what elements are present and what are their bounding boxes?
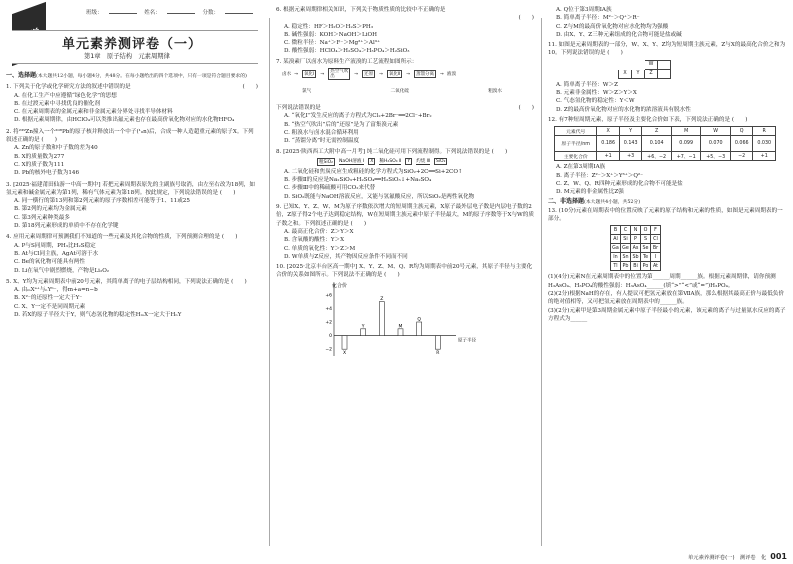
table-cell: +6、−2 (642, 152, 672, 161)
y-tick-label: 0 (329, 333, 332, 339)
option[interactable]: D. Li在氧气中剧烈燃烧，产物是Li₂O₂ (14, 267, 110, 274)
column-middle (276, 0, 538, 564)
student-info (86, 8, 259, 16)
question-9: 9. 已知X、Y、Z、W、M为原子序数依次增大的短周期主族元素，X原子最外层电子数是内层电子数的2倍，Z原子得2个电子达到稳定结构，W在短周期主族元素中原子半径最大，M的原子序数等于X与W的质子数之和。下列叙述正确的是 ( ) (276, 204, 534, 227)
option[interactable]: C. Z、W、Q、R四种元素形成的化合物不可能是盐 (556, 180, 683, 187)
question-13: 13. (10分)元素在周期表中的位置反映了元素的原子结构和元素的性质，如图是元素周期表的一部分。 (548, 207, 783, 223)
y-tick-label: −2 (325, 347, 332, 353)
bar (417, 322, 422, 336)
table-cell: 0.030 (753, 136, 776, 152)
table-header: M (671, 127, 701, 136)
page-footer (688, 552, 787, 561)
option[interactable]: C. X的质子数为111 (14, 161, 65, 168)
cell: W (645, 60, 658, 69)
option[interactable]: A. Q位于第3周期ⅠA族 (556, 7, 612, 13)
element-cell: At (651, 262, 661, 271)
table-cell: 主要化合价 (555, 152, 597, 161)
element-cell: Te (641, 253, 651, 262)
flow-arrow-label: NaOH溶液 Ⅰ (338, 159, 365, 165)
element-cell: Br (651, 244, 661, 253)
flow-step: 粗SiO₂ (319, 159, 333, 165)
cell: Z (645, 69, 658, 78)
question-7: 7. 某溴素厂以卤水为原料生产液溴的工艺流程如图所示： (276, 58, 418, 65)
table-cell: 0.066 (730, 136, 753, 152)
column-divider (269, 18, 270, 546)
column-left (0, 0, 262, 564)
flow-step: 液溴 (446, 72, 457, 78)
page-number: 001 (770, 552, 787, 561)
question-8: 8. [2025·陕西西工大附中高一月考] 纯二氧化硅可用下列流程制得。下列说法错误的是 ( ) (276, 148, 508, 155)
element-cell: Sn (622, 254, 629, 260)
option[interactable]: D. “蒸馏分离”时无需控制温度 (284, 138, 360, 145)
option[interactable]: B. 第2列的元素均为金属元素 (14, 206, 87, 213)
section-heading: 一、选择题 (6, 72, 37, 79)
option[interactable]: A. 在化工生产中应遵循“绿色化学”的思想 (14, 92, 117, 99)
flow-step: 卤水 (282, 72, 292, 78)
option[interactable]: B. 元素非金属性：W＞Z＞Y＞X (556, 90, 637, 97)
flow-input: 氯气 (302, 89, 312, 95)
option[interactable]: D. Z的最高价氧化物对应的水化物的浓溶液具有脱水性 (556, 106, 691, 113)
option[interactable]: D. SiO₂既能与NaOH溶液反应，又能与氢氟酸反应，所以SiO₂是两性氧化物 (284, 193, 475, 200)
cell (658, 69, 671, 78)
question-11: 11. 如图是元素周期表的一部分，W、X、Y、Z均为短周期主族元素，Z与X的最高化合价之和为10。下列说法错误的是 ( ) (548, 42, 786, 57)
column-divider (541, 18, 542, 546)
question-4: 4. 应用元素周期律可预测我们不知道的一些元素及其化合物的性质，下列预测合理的是 ( ) (6, 234, 238, 241)
option[interactable]: D. 若X的原子半径大于Y，则气态氢化物的稳定性HₘX一定大于HₙY (14, 312, 182, 319)
option[interactable]: C. 第3列元素种类最多 (14, 214, 70, 221)
element-cell: C (621, 226, 631, 235)
question-3: 3. [2025·福建莆田仙游一中高一期中] 若把元素周期表原先的主副族号取消，由左至右改为18列，如氢元素和碱金属元素为第1列，稀有气体元素为第18列。按此规定，下列说法错误的是 ( ) (6, 181, 255, 196)
silica-flowchart (316, 158, 534, 166)
section-note: (本大题共4小题，共52分) (584, 200, 641, 206)
table-header: X (597, 127, 620, 136)
question-5: 5. X、Y均为元素周期表中前20号元素，其简单离子的电子层结构相同，下列说法正确的是 ( ) (6, 278, 247, 285)
section-note: (本大题共12小题，每小题4分，共48分。在每小题给出的四个选项中，只有一项是符合题目要求的) (36, 74, 247, 79)
option[interactable]: A. “氧化Ⅰ”发生反应的离子方程式为Cl₂+2Br⁻══2Cl⁻+Br₂ (284, 113, 432, 120)
element-cell: Tl (611, 262, 621, 271)
bar-label: Z (380, 296, 384, 302)
flow-input: 粗溴水 (488, 89, 502, 95)
option[interactable]: C. 单质的氧化性：Y＞Z＞M (284, 245, 356, 252)
option[interactable]: A. Zn的原子数和中子数的差为40 (14, 145, 98, 152)
option[interactable]: A. 简单离子半径：W＞Z (556, 81, 618, 88)
flow-step: 蒸馏分离 (416, 72, 435, 78)
flow-step: 热空气吹出 (330, 69, 349, 80)
table-header: Q (730, 127, 753, 136)
page-subtitle: 第1章 原子结构 元素周期律 (84, 53, 170, 60)
flow-arrow-label: 稀H₂SO₄ Ⅱ (379, 159, 402, 165)
question-6: 6. 根据元素周期律相关知识，下列关于物质性质的比较中不正确的是 (276, 7, 446, 13)
table-header: Y (619, 127, 642, 136)
element-cell: Se (642, 245, 649, 251)
table-header: Z (642, 127, 672, 136)
option[interactable]: B. “热空气吹出”后的“还原”是为了富集溴元素 (284, 121, 399, 128)
x-axis-label: 原子半径 (458, 338, 476, 344)
option[interactable]: A. 最高正化合价：Z＞Y＞X (284, 228, 354, 235)
element-cell: O (641, 226, 651, 235)
table-cell: 0.099 (671, 136, 701, 152)
element-cell: B (611, 226, 621, 235)
score-field[interactable] (225, 13, 253, 14)
element-cell: In (611, 253, 621, 262)
option[interactable]: D. 酸性强弱：HClO₄＞H₂SO₄＞H₃PO₄＞H₂SiO₃ (284, 48, 410, 55)
element-cell: Si (621, 235, 631, 244)
option[interactable]: D. M元素的非金属性比Z强 (556, 189, 624, 196)
question-1: 1. 下列关于化学或化学研究方法的叙述中错误的是 ( ) (6, 84, 258, 91)
bar (342, 335, 347, 349)
bar (435, 335, 440, 349)
element-data-table (554, 126, 776, 161)
option[interactable]: B. 简单离子半径：M²⁻＞Q⁺＞R⁻ (556, 15, 640, 22)
table-cell: 0.070 (701, 136, 731, 152)
questions-right (548, 6, 788, 323)
y-tick-label: +6 (325, 293, 332, 299)
option[interactable]: A. 同一横行的第13列和第2列元素的原子序数相差可能等于1、11或25 (14, 198, 190, 205)
bar (398, 329, 403, 336)
section-heading: 二、非选择题 (548, 198, 585, 206)
flow-step: Y (407, 159, 411, 165)
option[interactable]: C. 微粒半径：Na⁺＞F⁻＞Mg²⁺＞Al³⁺ (284, 40, 380, 47)
element-cell: Pb (621, 262, 631, 271)
table-cell: +7、−1 (671, 152, 701, 161)
option[interactable]: B. 含氧酸的酸性：Y＞X (284, 237, 345, 244)
cell: Y (632, 69, 645, 78)
option[interactable]: D. W单质与Z反应，其产物因反应条件不同而不同 (284, 253, 408, 260)
element-cell: Bi (631, 262, 641, 271)
bar (361, 329, 366, 336)
element-cell: Po (641, 262, 651, 271)
footer-label: 单元素养测评卷(一) 测评卷 化 (688, 555, 767, 561)
cell (632, 60, 645, 69)
flow-step: 氧化Ⅰ (304, 72, 315, 78)
table-cell: −2 (730, 152, 753, 161)
option[interactable]: C. 气态氢化物的稳定性：Y＜W (556, 98, 635, 105)
table-cell: 0.143 (619, 136, 642, 152)
option[interactable]: B. X²⁻的还原性一定大于Y⁻ (14, 295, 83, 302)
table-header: 元素代号 (555, 127, 597, 136)
table-cell: 原子半径/nm (555, 136, 597, 152)
question-12: 12. 有7种短周期元素，原子半径及主要化合价如下表，下列说法正确的是 ( ) (548, 116, 748, 123)
y-tick-label: +2 (325, 320, 332, 326)
table-cell: +1 (597, 152, 620, 161)
option[interactable]: C. 在元素周期表的金属元素和非金属元素分界处寻找半导体材料 (14, 109, 173, 116)
option[interactable]: B. 离子半径：Z²⁻＞X⁺＞Y³⁺＞Q²⁻ (556, 172, 644, 179)
option[interactable]: A. 二氧化硅和焦炭反应生成粗硅的化学方程式为SiO₂+2C══Si+2CO↑ (284, 168, 463, 175)
question-13-part-2: (2)(2分)根据NaH的存在，有人提议可把氢元素放在第ⅦA族，那么根据其最高正价与最低负价的绝对值相等，又可把氢元素放在周期表中的______族。 (548, 290, 784, 306)
option[interactable]: D. Pb的核外电子数为146 (14, 170, 80, 177)
element-cell: P (631, 235, 641, 244)
option[interactable]: B. At与Cl同主族，AgAt可溶于水 (14, 250, 99, 257)
name-field[interactable] (167, 13, 195, 14)
cell (619, 60, 632, 69)
score-label: 分数： (202, 10, 220, 16)
y-axis-label: 化合价 (332, 282, 348, 289)
bar-label: Q (417, 317, 421, 323)
flow-step: X (370, 159, 374, 165)
option[interactable]: D. 第18列元素形成的单质中不存在化学键 (14, 223, 119, 230)
cell (658, 60, 671, 69)
table-header: W (701, 127, 731, 136)
class-field[interactable] (109, 13, 137, 14)
y-tick-label: +4 (325, 306, 332, 312)
option[interactable]: C. Z与M的最高价氧化物对应水化物均为强酸 (556, 23, 669, 30)
bar-label: Y (361, 324, 365, 330)
option[interactable]: C. Be的氧化物可能具有两性 (14, 259, 85, 266)
table-cell: +1 (753, 152, 776, 161)
questions-middle: 6. 根据元素周期律相关知识，下列关于物质性质的比较中不正确的是 ( ) A. 稳定性：HF＞H₂O＞H₂S＞PH₃ B. 碱性强弱：KOH＞NaOH＞LiOH C. 微粒半径：Na⁺＞F⁻＞Mg²⁺＞Al³⁺ D. 酸性强弱：HClO₄＞H₂SO₄＞H₃PO₄＞H₂SiO₃ 7. 某溴素厂以卤水为原料生产液溴的工艺流程如图所示： 卤水 → 氧化Ⅰ → 热空气吹出 → 还原 → 氧化Ⅱ → 蒸馏分离 → 液溴 氯气 二氧化硫 粗溴水 下列说法错误的是 ( ) A. “氧化Ⅰ”发生反应的离子方程式为Cl₂+2Br⁻══2Cl⁻+Br₂ B. “热空气吹出”后的“还原”是为了富集溴元素 C. 粗溴水与卤水混合循环利用 D. “蒸馏分离”时无需控制温度 8. [2025·陕西西工大附中高一月考] 纯二氧化硅可用下列流程制得。下列说法错误的是 ( ) 粗SiO₂ NaOH溶液 Ⅰ X 稀H₂SO₄ Ⅱ Y 灼烧 Ⅲ SiO₂ A. 二氧化硅和焦炭反应生成粗硅的化学方程式为SiO₂+2C══Si+2CO↑ B. 步骤Ⅱ的反应是Na₂SiO₃+H₂SO₄══H₂SiO₃↓+Na₂SO₄ C. 步骤Ⅲ中的稀硫酸可用CO₂来代替 D. SiO₂既能与NaOH溶液反应，又能与氢氟酸反应，所以SiO₂是两性氧化物 9. 已知X、Y、Z、W、M为原子序数依次增大的短周期主族元素，X原子最外层电子数是内层电子数的2倍，Z原子得2个电子达到稳定结构，W在短周期主族元素中原子半径最大，M的原子序数等于X与W的质子数之和。下列叙述正确的是 ( ) A. 最高正化合价：Z＞Y＞X B. 含氧酸的酸性：Y＞X C. 单质的氧化性：Y＞Z＞M D. W单质与Z反应，其产物因反应条件不同而不同 10. [2025·北京丰台区高一期中] X、Y、Z、M、Q、R均为周期表中前20号元素，其原子半径与主要化合价的关系如图所示。下列说法不正确的是 ( ) 化合价 原子半径 +6 +4 +2 0 −2 X Y Z M Q R (276, 6, 534, 364)
question-13-part-3: (3)(2分)元素甲是第3周期金属元素中原子半径最小的元素，该元素的离子与过量氨水反应的离子方程式为______ (548, 307, 786, 322)
flow-arrow-label: 灼烧 Ⅲ (416, 159, 430, 165)
table-cell: +5、−3 (701, 152, 731, 161)
flow-step: SiO₂ (435, 159, 446, 165)
periodic-fragment-11 (618, 60, 671, 79)
option[interactable]: B. 在过渡元素中寻找优良的催化剂 (14, 100, 100, 107)
table-cell: 0.104 (642, 136, 672, 152)
element-cell: As (631, 244, 641, 253)
table-header: R (753, 127, 776, 136)
bar (379, 301, 384, 335)
question-10: 10. [2025·北京丰台区高一期中] X、Y、Z、M、Q、R均为周期表中前20号元素，其原子半径与主要化合价的关系如图所示。下列说法不正确的是 ( ) (276, 264, 533, 279)
option[interactable]: D. 由X、Y、Z三种元素组成的化合物可能是盐或碱 (556, 31, 682, 38)
option[interactable]: A. P与S同周期，PH₃比H₂S稳定 (14, 242, 96, 249)
element-cell: Al (611, 235, 621, 244)
element-cell: Ge (622, 245, 629, 251)
option[interactable]: C. 步骤Ⅲ中的稀硫酸可用CO₂来代替 (284, 185, 376, 192)
cell: X (619, 69, 632, 78)
flow-step: 氧化Ⅱ (388, 72, 401, 78)
table-cell: 0.186 (597, 136, 620, 152)
questions-left (6, 72, 258, 319)
flow-step: 还原 (364, 72, 374, 78)
valence-radius-chart (316, 280, 476, 364)
bar-label: X (342, 350, 347, 356)
bar-label: R (436, 350, 440, 356)
element-cell: I (651, 253, 661, 262)
table-cell: +3 (619, 152, 642, 161)
option[interactable]: B. 碱性强弱：KOH＞NaOH＞LiOH (284, 31, 377, 38)
question-7-lead: 下列说法错误的是 ( ) (276, 105, 534, 112)
class-label: 班级： (86, 10, 103, 16)
element-cell: Sb (632, 254, 639, 260)
bromine-flowchart: 卤水 → 氧化Ⅰ → 热空气吹出 → 还原 → 氧化Ⅱ → 蒸馏分离 → 液溴 氯气 二氧化硫 粗溴水 (282, 69, 502, 95)
question-2: 2. 将²³⁹Zn撞入一个²⁰⁸Pb的原子核并释放出一个中子(¹₀n)后，合成一种人造超重元素的原子X。下列叙述正确的是 ( ) (6, 128, 254, 144)
element-cell: Ga (612, 245, 619, 251)
element-cell: Cl (651, 235, 661, 244)
bar-label: M (398, 324, 403, 330)
page-title: 单元素养测评卷（一） (62, 37, 203, 52)
option[interactable]: C. 粗溴水与卤水混合循环利用 (284, 129, 359, 136)
element-cell: N (631, 226, 641, 235)
name-label: 姓名： (144, 10, 161, 16)
periodic-fragment-13 (610, 225, 661, 271)
option[interactable]: A. Z在第3周期ⅠA族 (556, 164, 606, 171)
element-cell: S (641, 235, 651, 244)
option[interactable]: D. 根据元素周期律，由HClO₄可以类推出氟元素也存在最高价氧化物对应的水化物HFO₄ (14, 117, 235, 124)
element-cell: F (651, 226, 661, 235)
column-right (546, 0, 793, 564)
flow-input: 二氧化硫 (390, 89, 409, 95)
option[interactable]: B. 步骤Ⅱ的反应是Na₂SiO₃+H₂SO₄══H₂SiO₃↓+Na₂SO₄ (284, 177, 432, 184)
option[interactable]: A. 稳定性：HF＞H₂O＞H₂S＞PH₃ (284, 23, 374, 30)
option[interactable]: C. X、Y一定不是同周期元素 (14, 303, 86, 310)
option[interactable]: A. 由ₘXᵃ⁺与ₙYᵇ⁻，得m+a=n−b (14, 287, 98, 294)
question-13-part-1: (1)(4分)元素N在元素周期表中的位置为第______周期______族。根据元素周期律，请你预测H₃AsO₄、H₃PO₄的酸性强弱：H₃AsO₄______(填“>”“<”或“=”)H₃PO₄。 (548, 274, 776, 289)
option[interactable]: B. X的质量数为277 (14, 153, 65, 160)
